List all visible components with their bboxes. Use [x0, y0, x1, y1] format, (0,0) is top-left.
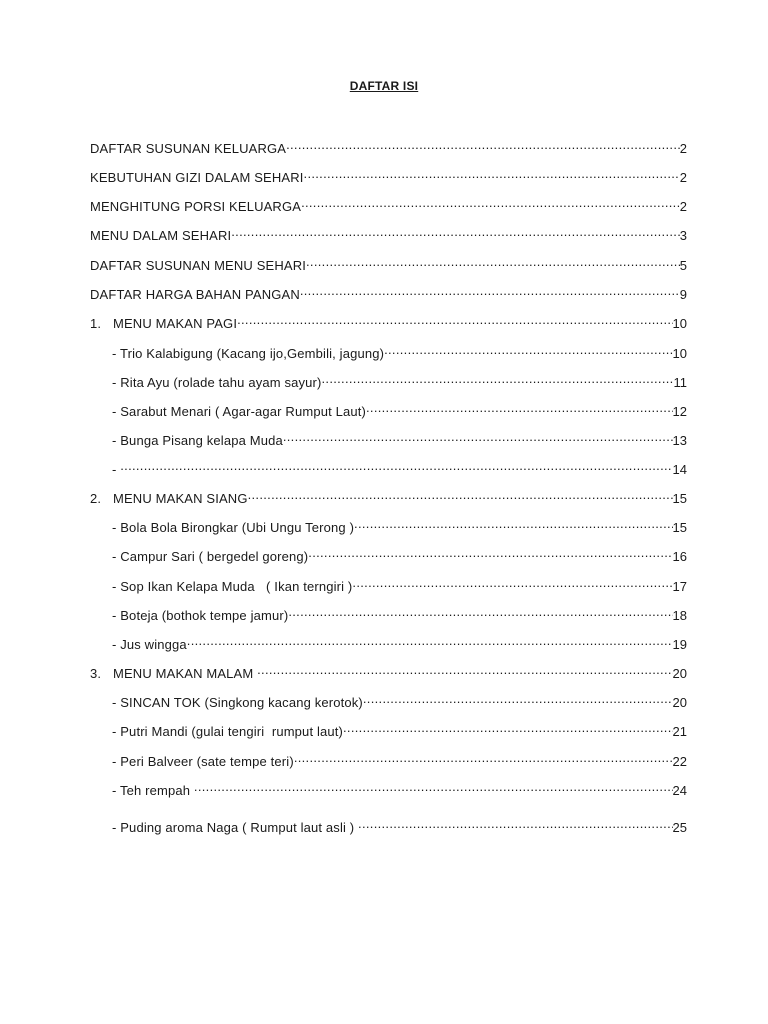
toc-page-number: 19: [672, 637, 687, 652]
toc-entry-label: MENU MAKAN MALAM: [113, 666, 258, 681]
toc-page-number: 18: [672, 608, 687, 623]
toc-entry-label: - Teh rempah: [112, 783, 194, 798]
toc-subentry: [112, 816, 687, 835]
toc-page-number: 17: [672, 579, 687, 594]
toc-entry-label: - SINCAN TOK (Singkong kacang kerotok): [112, 695, 363, 710]
toc-entry: [90, 195, 687, 214]
toc-subentry: [112, 429, 687, 448]
toc-leader-dots: [322, 371, 674, 387]
toc-subentry: [112, 779, 687, 798]
toc-page-number: 15: [672, 491, 687, 506]
toc-entry: [90, 166, 687, 185]
toc-page-number: 20: [672, 666, 687, 681]
toc-subentry: [112, 575, 687, 594]
toc-leader-dots: [300, 283, 680, 299]
toc-entry-label: - Campur Sari ( bergedel goreng): [112, 549, 309, 564]
toc-entry: [90, 254, 687, 273]
toc-leader-dots: [354, 516, 672, 532]
toc-page-number: 5: [679, 258, 687, 273]
toc-entry-label: - Puding aroma Naga ( Rumput laut asli ): [112, 820, 359, 835]
toc-leader-dots: [237, 312, 672, 328]
toc-entry-label: DAFTAR SUSUNAN KELUARGA: [90, 141, 287, 156]
toc-page-number: 10: [672, 346, 687, 361]
toc-section-number: 1.: [90, 316, 102, 331]
toc-entry-label: - Bunga Pisang kelapa Muda: [112, 433, 283, 448]
toc-entry-label: - Boteja (bothok tempe jamur): [112, 608, 289, 623]
toc-page-number: 21: [672, 724, 687, 739]
toc-page-number: 10: [672, 316, 687, 331]
toc-leader-dots: [248, 487, 673, 503]
toc-leader-dots: [343, 720, 673, 736]
toc-leader-dots: [304, 166, 680, 182]
toc-entry-label: -: [112, 462, 121, 477]
toc-leader-dots: [366, 400, 673, 416]
toc-leader-dots: [120, 458, 672, 474]
toc-leader-dots: [352, 575, 672, 591]
toc-leader-dots: [363, 691, 673, 707]
toc-entry-label: MENU DALAM SEHARI: [90, 228, 232, 243]
toc-subentry: [112, 691, 687, 710]
toc-subentry: [112, 633, 687, 652]
toc-leader-dots: [288, 604, 672, 620]
toc-entry: [90, 137, 687, 156]
toc-page-number: 11: [673, 375, 687, 390]
toc-entry-label: - Bola Bola Birongkar (Ubi Ungu Terong ): [112, 520, 355, 535]
toc-page-number: 22: [672, 754, 687, 769]
toc-entry-label: DAFTAR SUSUNAN MENU SEHARI: [90, 258, 307, 273]
page-title: DAFTAR ISI: [349, 79, 419, 93]
toc-subentry: [112, 604, 687, 623]
toc-subentry: [112, 400, 687, 419]
toc-section-number: 2.: [90, 491, 102, 506]
toc-entry-label: MENGHITUNG PORSI KELUARGA: [90, 199, 302, 214]
toc-entry-label: MENU MAKAN SIANG: [113, 491, 248, 506]
toc-entry-label: MENU MAKAN PAGI: [113, 316, 238, 331]
toc-page-number: 24: [672, 783, 687, 798]
toc-page-number: 12: [672, 404, 687, 419]
toc-subentry: [112, 458, 687, 477]
toc-leader-dots: [301, 195, 680, 211]
toc-leader-dots: [286, 137, 680, 153]
toc-entry: [90, 224, 687, 243]
toc-section-entry: [90, 487, 687, 506]
toc-page-number: 3: [679, 228, 687, 243]
toc-entry: [90, 283, 687, 302]
toc-subentry: [112, 545, 687, 564]
toc-page-number: 16: [672, 549, 687, 564]
toc-leader-dots: [187, 633, 673, 649]
toc-entry-label: - Putri Mandi (gulai tengiri rumput laut): [112, 724, 344, 739]
toc-subentry: [112, 750, 687, 769]
toc-leader-dots: [306, 254, 680, 270]
toc-entry-label: DAFTAR HARGA BAHAN PANGAN: [90, 287, 300, 302]
toc-page-number: 9: [679, 287, 687, 302]
toc-leader-dots: [294, 750, 673, 766]
toc-subentry: [112, 342, 687, 361]
toc-entry-label: - Jus wingga: [112, 637, 187, 652]
toc-entry-label: - Rita Ayu (rolade tahu ayam sayur): [112, 375, 322, 390]
toc-section-number: 3.: [90, 666, 102, 681]
toc-leader-dots: [283, 429, 673, 445]
toc-leader-dots: [358, 816, 672, 832]
toc-subentry: [112, 371, 687, 390]
toc-subentry: [112, 720, 687, 739]
toc-entry-label: - Trio Kalabigung (Kacang ijo,Gembili, jagung): [112, 346, 385, 361]
toc-page-number: 2: [679, 170, 687, 185]
toc-page-number: 2: [679, 199, 687, 214]
toc-section-entry: [90, 662, 687, 681]
toc-subentry: [112, 516, 687, 535]
toc-page-number: 13: [672, 433, 687, 448]
toc-page-number: 14: [672, 462, 687, 477]
toc-page-number: 2: [679, 141, 687, 156]
toc-leader-dots: [194, 779, 673, 795]
toc-page-number: 20: [672, 695, 687, 710]
toc-leader-dots: [257, 662, 672, 678]
toc-section-entry: [90, 312, 687, 331]
toc-entry-label: - Sarabut Menari ( Agar-agar Rumput Laut): [112, 404, 366, 419]
toc-page-number: 25: [672, 820, 687, 835]
toc-entry-label: - Peri Balveer (sate tempe teri): [112, 754, 294, 769]
toc-leader-dots: [231, 224, 680, 240]
toc-entry-label: - Sop Ikan Kelapa Muda ( Ikan terngiri ): [112, 579, 353, 594]
toc-leader-dots: [308, 545, 672, 561]
toc-page-number: 15: [672, 520, 687, 535]
toc-entry-label: KEBUTUHAN GIZI DALAM SEHARI: [90, 170, 304, 185]
toc-leader-dots: [384, 342, 672, 358]
